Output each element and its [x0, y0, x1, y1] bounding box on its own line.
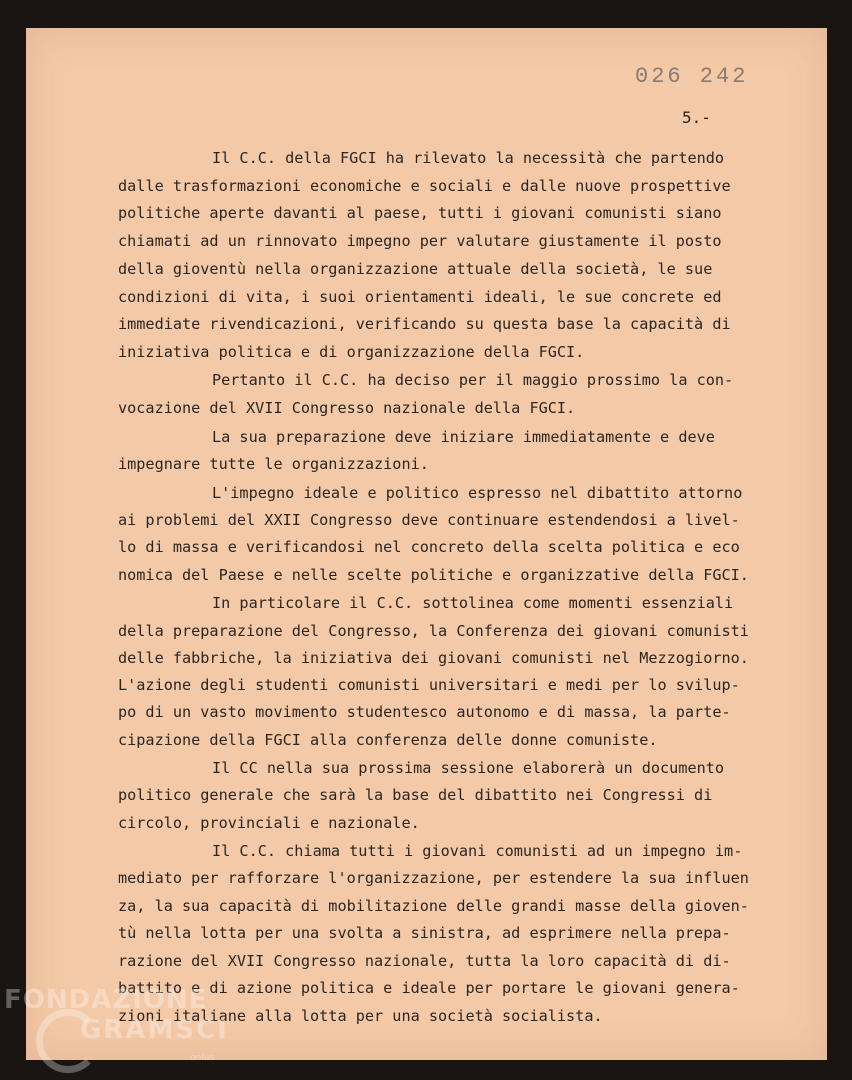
- text-line: ai problemi del XXII Congresso deve continuare estendendosi a livel-: [118, 511, 740, 529]
- text-line: della preparazione del Congresso, la Conferenza dei giovani comunisti: [118, 622, 749, 640]
- text-line: circolo, provinciali e nazionale.: [118, 814, 420, 832]
- text-line: chiamati ad un rinnovato impegno per valutare giustamente il posto: [118, 232, 722, 250]
- text-line: delle fabbriche, la iniziativa dei giovani comunisti nel Mezzogiorno.: [118, 649, 749, 667]
- text-line: tù nella lotta per una svolta a sinistra, ad esprimere nella prepa-: [118, 924, 731, 942]
- archive-number: 026 242: [635, 64, 749, 89]
- text-line: immediate rivendicazioni, verificando su questa base la capacità di: [118, 315, 731, 333]
- text-line: battito e di azione politica e ideale per portare le giovani genera-: [118, 979, 740, 997]
- text-line: po di un vasto movimento studentesco autonomo e di massa, la parte-: [118, 703, 731, 721]
- text-line: politico generale che sarà la base del dibattito nei Congressi di: [118, 786, 713, 804]
- text-line: mediato per rafforzare l'organizzazione, per estendere la sua influen: [118, 869, 749, 887]
- page-number: 5.-: [682, 108, 711, 127]
- text-line: Pertanto il C.C. ha deciso per il maggio prossimo la con-: [212, 371, 734, 389]
- watermark-line3: onlus: [190, 1053, 215, 1063]
- watermark-line2: GRAMSCI: [80, 1015, 229, 1045]
- text-line: Il CC nella sua prossima sessione elaborerà un documento: [212, 759, 725, 777]
- text-line: Il C.C. della FGCI ha rilevato la necessità che partendo: [212, 149, 725, 167]
- text-line: condizioni di vita, i suoi orientamenti ideali, le sue concrete ed: [118, 288, 722, 306]
- text-line: L'impegno ideale e politico espresso nel dibattito attorno: [212, 484, 743, 502]
- text-line: impegnare tutte le organizzazioni.: [118, 455, 429, 473]
- text-line: Il C.C. chiama tutti i giovani comunisti ad un impegno im-: [212, 842, 743, 860]
- text-line: za, la sua capacità di mobilitazione delle grandi masse della gioven-: [118, 897, 749, 915]
- text-line: politiche aperte davanti al paese, tutti i giovani comunisti siano: [118, 204, 722, 222]
- text-line: dalle trasformazioni economiche e sociali e dalle nuove prospettive: [118, 177, 731, 195]
- text-line: L'azione degli studenti comunisti universitari e medi per lo svilup-: [118, 676, 740, 694]
- text-line: La sua preparazione deve iniziare immediatamente e deve: [212, 428, 715, 446]
- watermark-line1: FONDAZIONE: [4, 985, 208, 1015]
- text-line: zioni italiane alla lotta per una società socialista.: [118, 1007, 603, 1025]
- text-line: nomica del Paese e nelle scelte politiche e organizzative della FGCI.: [118, 566, 749, 584]
- text-line: lo di massa e verificandosi nel concreto della scelta politica e eco: [118, 538, 740, 556]
- text-line: vocazione del XVII Congresso nazionale della FGCI.: [118, 399, 576, 417]
- text-line: cipazione della FGCI alla conferenza delle donne comuniste.: [118, 731, 658, 749]
- text-line: razione del XVII Congresso nazionale, tutta la loro capacità di di-: [118, 952, 731, 970]
- text-line: della gioventù nella organizzazione attuale della società, le sue: [118, 260, 713, 278]
- text-line: iniziativa politica e di organizzazione della FGCI.: [118, 343, 585, 361]
- text-line: In particolare il C.C. sottolinea come momenti essenziali: [212, 594, 734, 612]
